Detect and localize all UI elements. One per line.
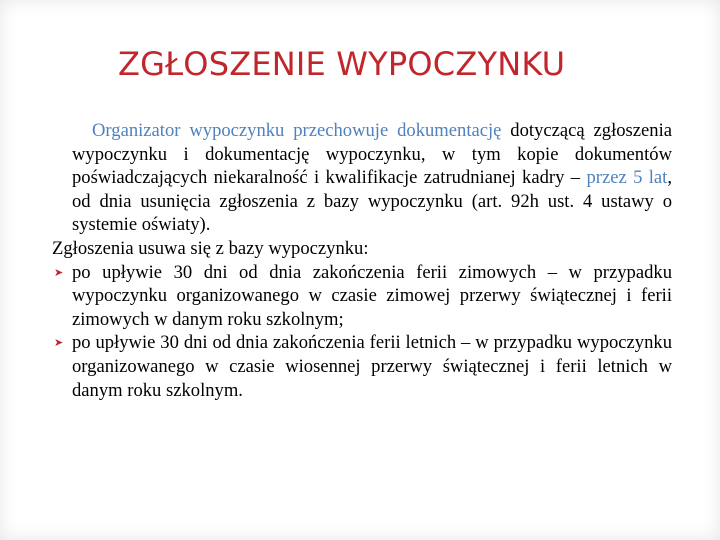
arrow-bullet-icon: ➤ <box>54 265 64 279</box>
paragraph-retention <box>52 119 672 237</box>
bullet-item-summer <box>52 331 672 402</box>
arrow-bullet-icon: ➤ <box>54 336 64 350</box>
bullet-item-summer-text: po upływie 30 dni od dnia zakończenia ferii letnich – w przypadku wypoczynku organizowanego w czasie wiosennej przerwy świątecznej i ferii letnich w danym roku szkolnym. <box>72 332 672 401</box>
slide-body <box>52 119 672 402</box>
paragraph-retention-part1: Organizator wypoczynku przechowuje dokumentację <box>92 120 502 141</box>
paragraph-retention-part2: dotyczącą zgłoszenia wypoczynku i dokumentację wypoczynku, w tym kopie dokumentów poświadczających niekaralność i kwalifikacje zatrudnianej kadry – <box>72 120 672 189</box>
bullet-item-winter <box>52 261 672 332</box>
bullet-item-winter-text: po upływie 30 dni od dnia zakończenia ferii zimowych – w przypadku wypoczynku organizowanego w czasie zimowej przerwy świątecznej i ferii zimowych w danym roku szkolnym; <box>72 261 672 330</box>
paragraph-retention-part4: , od dnia usunięcia zgłoszenia z bazy wypoczynku (art. 92h ust. 4 ustawy o systemie oświaty). <box>72 167 672 236</box>
removal-lead: Zgłoszenia usuwa się z bazy wypoczynku: <box>52 237 369 259</box>
slide-title: ZGŁOSZENIE WYPOCZYNKU <box>118 45 566 83</box>
retention-period-highlight: przez 5 lat <box>586 167 668 189</box>
